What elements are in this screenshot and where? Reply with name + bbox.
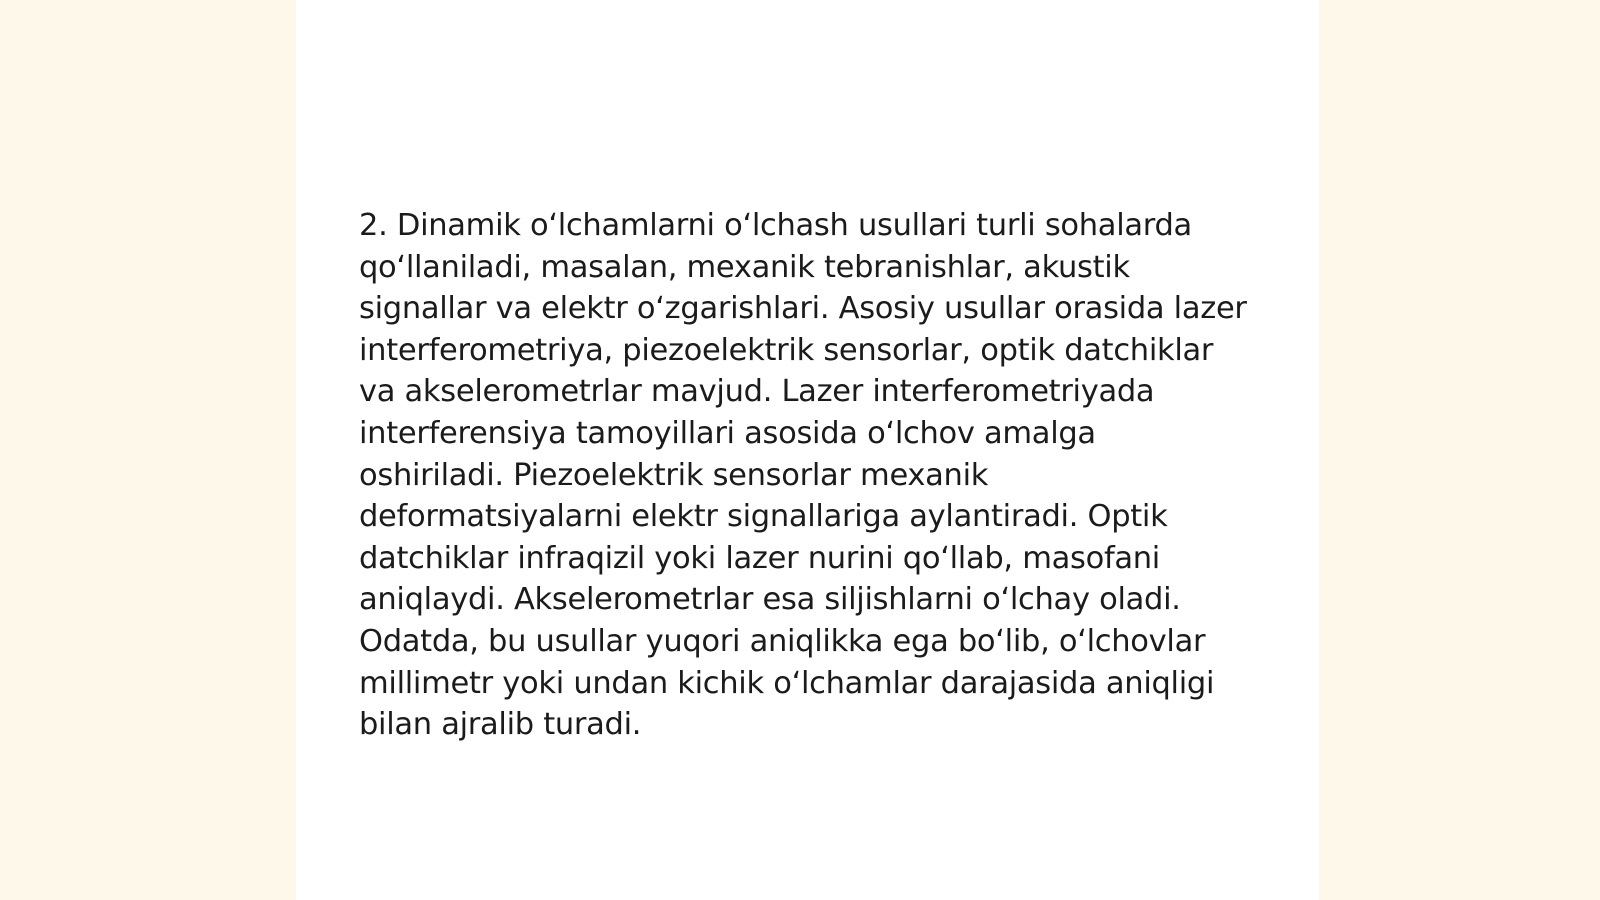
slide-body-text: 2. Dinamik oʻlchamlarni oʻlchash usullari turli sohalarda qoʻllaniladi, masalan, mexanik tebranishlar, akustik signallar va elektr oʻzgarishlari. Asosiy usullar orasida lazer interferometriya, piezoelektrik sensorlar, optik datchiklar va akselerometrlar mavjud. Lazer interferometriyada interferensiya tamoyillari asosida oʻlchov amalga oshiriladi. Piezoelektrik sensorlar mexanik deformatsiyalarni elektr signallariga aylantiradi. Optik datchiklar infraqizil yoki lazer nurini qoʻllab, masofani aniqlaydi. Akselerometrlar esa siljishlarni oʻlchay oladi. Odatda, bu usullar yuqori aniqlikka ega boʻlib, oʻlchovlar millimetr yoki undan kichik oʻlchamlar darajasida aniqligi bilan ajralib turadi. xyxy=(359,208,1247,743)
slide xyxy=(296,0,1319,900)
